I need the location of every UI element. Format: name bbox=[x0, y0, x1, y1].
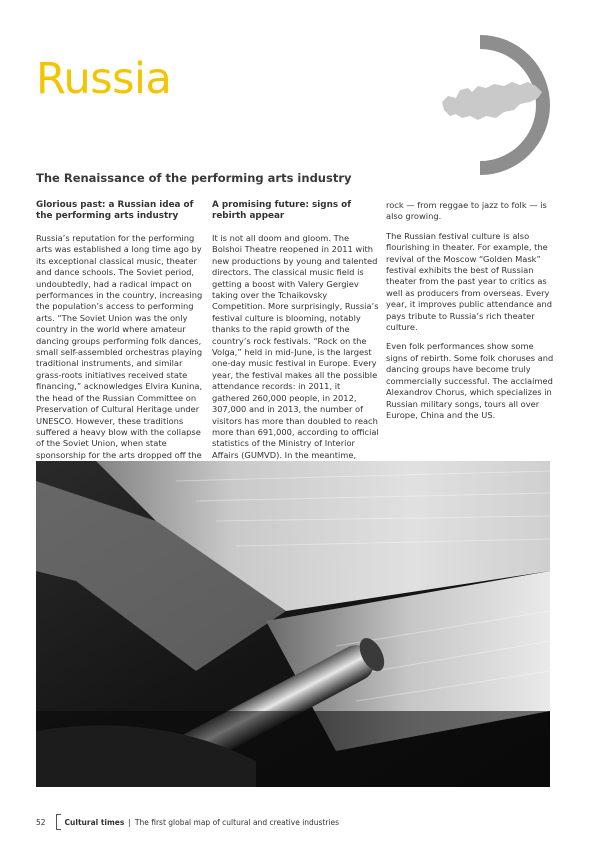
article-column-3 bbox=[386, 200, 554, 429]
paragraph: The Russian festival culture is also flourishing in theater. For example, the revival of the Moscow “Golden Mask” festival exhibits the best of Russian theater from the past year to critics as well as producers from overseas. Every year, it improves public attendance and pays tribute to Russia’s rich theater culture. bbox=[386, 230, 552, 333]
russia-map-icon bbox=[442, 82, 542, 120]
article-column-1 bbox=[36, 200, 204, 481]
magazine-tagline: The first global map of cultural and creative industries bbox=[134, 817, 340, 827]
footer-separator: | bbox=[128, 817, 131, 827]
article-column-2 bbox=[212, 200, 380, 492]
paragraph: Russia’s reputation for the performing arts was established a long time ago by its exceptional classical music, theater and dance schools. The Soviet period, undoubtedly, had a radical impact on performances in the country, increasing the population’s access to performing arts. “The Soviet Union was the only country in the world where amateur dancing groups performing folk dances, small self-assembled orchestras playing traditional instruments, and similar grass-roots initiatives received state financing,” acknowledges Elvira Kunina, the head of the Russian Committee on Preservation of Cultural Heritage under UNESCO. However, these traditions suffered a heavy blow with the collapse of the Soviet Union, when state sponsorship for the arts dropped off the bbox=[36, 233, 203, 460]
column-heading: Glorious past: a Russian idea of the performing arts industry bbox=[36, 200, 194, 221]
page-number: 52 bbox=[36, 817, 46, 827]
paragraph: It is not all doom and gloom. The Bolshoi Theatre reopened in 2011 with new productions by young and talented directors. The classical music field is getting a boost with Valery Gergiev taking over the Tchaikovsky Competition. More surprisingly, Russia’s festival culture is blooming, notably thanks to the rapid growth of the country’s rock festivals. “Rock on the Volga,” held in mid-June, is the largest one-day music festival in Europe. Every year, the festival makes all the possible attendance records: in 2011, it gathered 260,000 people, in 2012, 307,000 and in 2013, the number of visitors has more than doubled to reach more than 691,000, according to official statistics of the Ministry of Interior Affairs (GUMVD). In the meantime, bbox=[212, 233, 379, 460]
country-title: Russia bbox=[36, 54, 172, 104]
column-heading: A promising future: signs of rebirth appear bbox=[212, 200, 352, 221]
magazine-name: Cultural times bbox=[64, 817, 125, 827]
photo-illustration bbox=[36, 461, 550, 787]
header-decoration bbox=[420, 30, 600, 180]
paragraph: Even folk performances show some signs of rebirth. Some folk choruses and dancing groups have become truly commercially successful. The acclaimed Alexandrov Chorus, which specializes in Russian military songs, tours all over Europe, China and the US. bbox=[386, 341, 554, 420]
page-footer bbox=[36, 814, 339, 830]
paragraph: rock — from reggae to jazz to folk — is also growing. bbox=[386, 200, 547, 222]
section-title: The Renaissance of the performing arts industry bbox=[36, 171, 352, 185]
footer-bracket-icon bbox=[56, 814, 61, 830]
printing-press-photo bbox=[36, 461, 550, 787]
